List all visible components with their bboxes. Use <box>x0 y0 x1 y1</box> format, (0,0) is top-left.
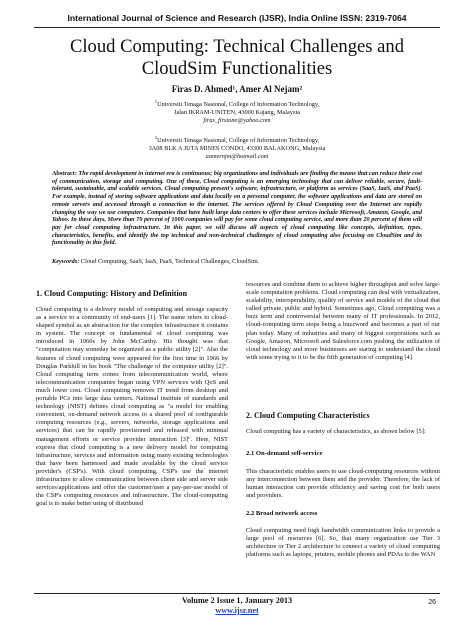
title-line-1: Cloud Computing: Technical Challenges and <box>69 36 405 57</box>
subsection-2-2-heading: 2.2 Broad network access <box>246 510 318 517</box>
section-1-heading: 1. Cloud Computing: History and Definition <box>36 289 188 298</box>
footer-volume: Volume 2 Issue 1, January 2013 <box>181 596 293 605</box>
subsection-2-1-heading: 2.1 On-demand self-service <box>246 450 323 457</box>
keywords-label: Keywords: <box>52 258 80 265</box>
right-column <box>246 0 440 632</box>
section-2-heading: 2. Cloud Computing Characteristics <box>246 411 370 420</box>
affiliation-1-line-1: Universiti Tenaga Nasional, College of Information Technology, <box>157 101 320 109</box>
affiliation-2-line-1: Universiti Tenaga Nasional, College of Information Technology, <box>157 137 320 145</box>
left-column <box>36 0 228 632</box>
journal-header: International Journal of Science and Research (IJSR), India Online ISSN: 2319-7064 <box>67 13 407 23</box>
affiliation-1-email: firas_firstone@yahoo.com <box>203 117 271 125</box>
section-1-continued: resources and combine them to achieve higher throughput and solve large-scale computation problems. Cloud computing can deal with virtualization, scalability, interoperability, quality of service and models of the cloud that called private, public and hybrid. Sometimes ago, Cloud computing was a buzz term and controversial between many of IT professionals. In 2012, cloud-computing term stops being a buzzword and becomes a part of our plan today. Many of industries and many of biggest corporations such as Google, Amazon, Microsoft and Salesforce.com pushing the utilization of cloud technology and more businesses are staring to understand the cloud with some trying to it to be the fifth generation of computing [4]. <box>246 281 440 361</box>
keywords-text: Cloud Computing, SaaS, IaaS, PaaS, Technical Challenges, CloudSim. <box>80 258 260 265</box>
subsection-2-2-body: Cloud computing need high bandwidth communication links to provide a large pool of resources [6]. So, that many organization use Tier 3 architecture or Tier 2 architecture to connect a variety of cloud computing platforms such as laptops, printers, mobile phones and PDAs to the WAN <box>246 527 440 559</box>
affiliation-2-email: aamernjm@hotmail.com <box>205 153 269 161</box>
affiliation-1-line-2: Jalan IKRAM-UNITEN, 43000 Kajang, Malaysia <box>174 109 300 117</box>
footer-url[interactable]: www.ijsr.net <box>215 606 259 615</box>
footer <box>0 596 474 616</box>
footer-rule <box>34 593 440 594</box>
title-line-2: CloudSim Functionalities <box>141 58 333 79</box>
page-number: 26 <box>428 599 436 606</box>
affiliation-1-marker: 1 <box>154 99 158 104</box>
subsection-2-1-body: This characteristic enables users to use cloud-computing resources without any interconnection between them and the provider. Therefore, the lack of human interaction can provide efficiency and saving cost for both users and providers. <box>246 468 440 500</box>
affiliation-2-marker: 2 <box>154 135 158 140</box>
section-1-body: Cloud computing is a delivery model of computing and storage capacity as a service to a community of end-users [1]. The name refers to cloud-shaped symbol as an abstraction for the complex infrastructure it contains in system. The concept or fundamental of cloud computing was introduced in 1960s by John McCarthy. His thought was that "computation may someday be organized as a public utility [2]". Also the features of cloud computing were appeared for the first time in 1966 by Douglas Parkhill in his book "The challenge of the computer utility [2]". Cloud computing term comes from telecommunication world, where telecommunication companies began using VPN services with QoS and much lower cost. Cloud computing removes IT trend from desktop and portable PCs into large data centers. National institute of standards and technology (NIST) defines cloud computing as "a model for enabling convenient, on-demand network access to a shared pool of configurable computing resources (e.g., servers, networks, storage applications and services) that can be rapidly provisioned and released with minimal management efforts or service provider interaction [3]". Here, NIST express that cloud computing is a new delivery model for computing infrastructure, services and information using many existing technologies that have been harnessed and made available by the cloud service provider's (CSP's). With cloud computing, CSP's use the internet infrastructure to allow communication between client side and server side services/applications and offer the customer/user a pay-per-use model of the CSP's computing resources and infrastructure. The cloud-computing goal is to make better using of distributed <box>36 306 228 508</box>
abstract-text: The rapid development in internet era is continuous; big organizations and individuals are finding the means that can reduce their cost of communication, storage and computing. One of these, Cloud computing is an emerging technology that can deliver reliable, secure, fault-tolerant, sustainable, and scalable services. Cloud computing present's software, infrastructure, or platform as services (SaaS, IaaS, and PaaS). For example, instead of storing software applications and data locally on a personal computer, the software applications and data are stored on remote servers and accessed through a connection to the internet. The services offered by Cloud Computing over the Internet are rapidly changing the way we use computers. Companies that have built large data centers to offer these services include Microsoft, Amazon, Google, and Yahoo. In these days, More than 70 percent of 1000 companies will pay for some cloud computing service, and more than 20 percent of them will pay for cloud computing infrastructure. In this paper, we will discuss all aspects of cloud computing like concepts, definition, types, characteristics, benefits, and identify the top technical and non-technical challenges of cloud computing also focusing on CloudSim and its functionality in this field. <box>52 171 422 247</box>
affiliation-2-line-2: 3A08 BLK A JUTA MINES CONDO, 43300 BALAKONG, Malaysia <box>148 145 326 153</box>
abstract-label: Abstract: <box>52 171 77 177</box>
section-2-intro: Cloud computing has a variety of characteristics, as shown below [5]: <box>246 428 426 435</box>
authors: Firas D. Ahmed¹, Amer Al Nejam² <box>171 84 303 94</box>
